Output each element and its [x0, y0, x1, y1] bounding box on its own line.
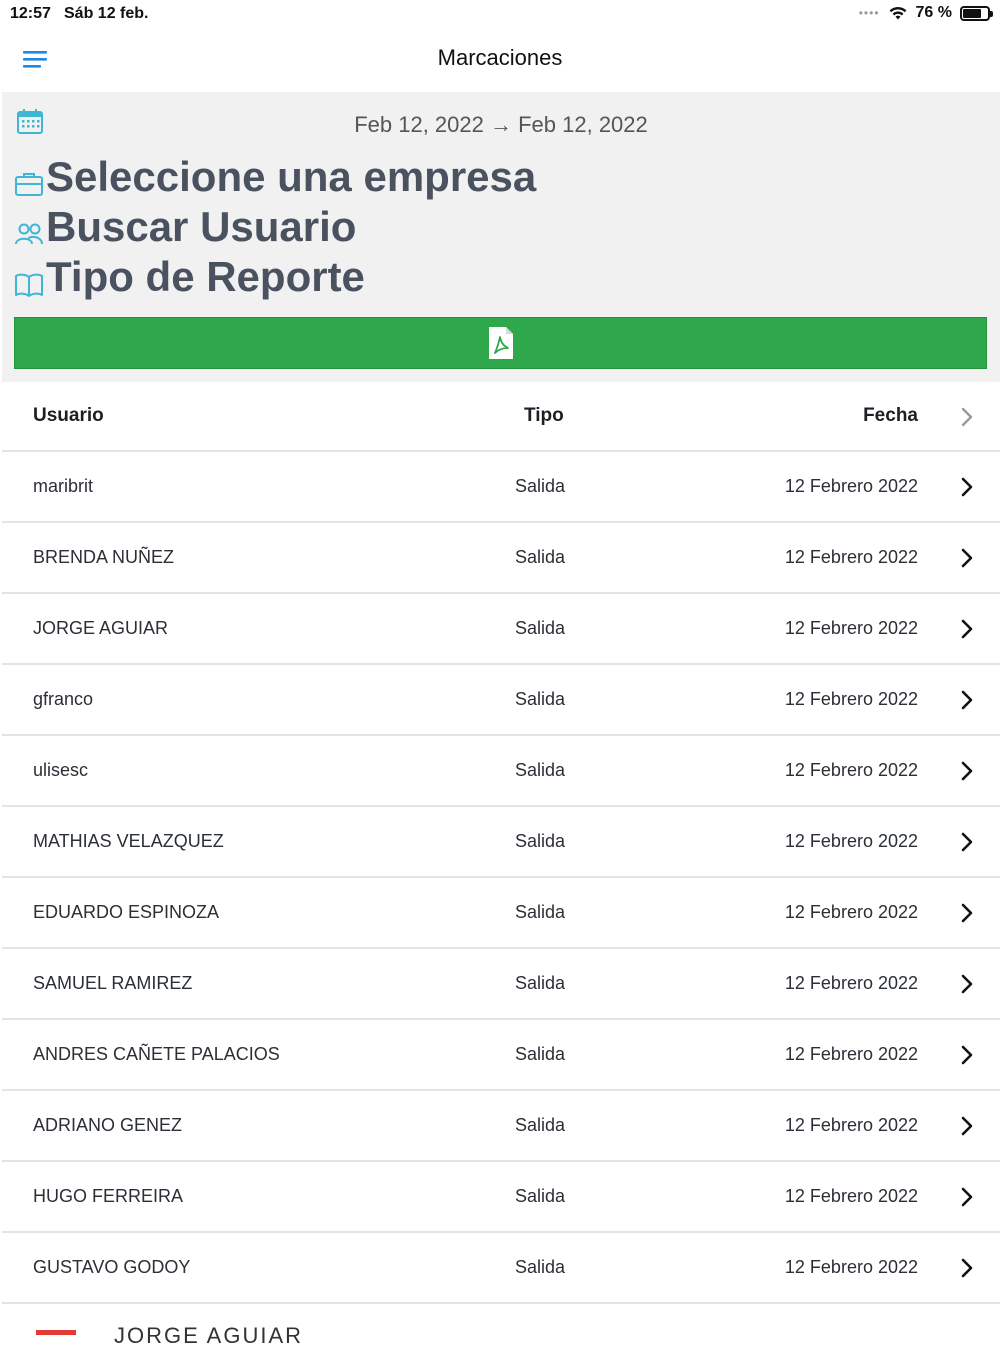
table-row[interactable] [2, 878, 1000, 949]
column-header-tipo: Tipo [524, 405, 564, 426]
user-search-label: Buscar Usuario [46, 203, 357, 250]
table-row[interactable] [2, 452, 1000, 523]
cell-usuario: gfranco [33, 689, 94, 709]
cell-tipo: Salida [515, 547, 566, 567]
chevron-right-icon[interactable] [960, 973, 974, 995]
report-type-label: Tipo de Reporte [46, 253, 365, 300]
report-type-selector[interactable] [14, 252, 365, 302]
wifi-icon [888, 5, 908, 21]
cell-usuario: HUGO FERREIRA [33, 1186, 184, 1206]
cell-usuario: ADRIANO GENEZ [33, 1115, 183, 1135]
table-row[interactable] [2, 1162, 1000, 1233]
chevron-right-icon[interactable] [960, 476, 974, 498]
navigation-bar [0, 28, 1000, 90]
cell-tipo: Salida [515, 760, 566, 780]
cell-fecha: 12 Febrero 2022 [784, 831, 918, 851]
cell-tipo: Salida [515, 902, 566, 922]
cell-usuario: ANDRES CAÑETE PALACIOS [33, 1044, 280, 1064]
chevron-right-icon[interactable] [960, 1186, 974, 1208]
cellular-signal-icon: •••• [858, 6, 880, 20]
table-row[interactable] [2, 594, 1000, 665]
chevron-right-icon[interactable] [960, 1115, 974, 1137]
table-row[interactable] [2, 949, 1000, 1020]
column-header-usuario: Usuario [33, 405, 104, 426]
cell-usuario: ulisesc [33, 760, 89, 780]
table-row[interactable] [2, 736, 1000, 807]
table-row[interactable] [2, 807, 1000, 878]
cell-fecha: 12 Febrero 2022 [784, 1044, 918, 1064]
cell-fecha: 12 Febrero 2022 [784, 689, 918, 709]
table-row[interactable] [2, 523, 1000, 594]
column-header-fecha: Fecha [863, 405, 918, 426]
cell-usuario: GUSTAVO GODOY [33, 1257, 191, 1277]
cell-fecha: 12 Febrero 2022 [784, 902, 918, 922]
chevron-right-icon[interactable] [960, 689, 974, 711]
status-date: Sáb 12 feb. [64, 5, 149, 22]
cell-tipo: Salida [515, 1044, 566, 1064]
company-selector-label: Seleccione una empresa [46, 153, 537, 200]
book-icon [14, 269, 44, 299]
partial-row-usuario: JORGE AGUIAR [114, 1323, 304, 1348]
cell-fecha: 12 Febrero 2022 [784, 547, 918, 567]
cell-tipo: Salida [515, 476, 566, 496]
cell-fecha: 12 Febrero 2022 [784, 1115, 918, 1135]
cell-fecha: 12 Febrero 2022 [784, 973, 918, 993]
pdf-icon [487, 326, 515, 360]
date-range-label[interactable]: Feb 12, 2022 → Feb 12, 2022 [354, 112, 648, 137]
cell-fecha: 12 Febrero 2022 [784, 760, 918, 780]
chevron-right-icon[interactable] [960, 1257, 974, 1279]
cell-usuario: EDUARDO ESPINOZA [33, 902, 220, 922]
cell-tipo: Salida [515, 1115, 566, 1135]
user-search[interactable] [14, 202, 356, 252]
cell-usuario: BRENDA NUÑEZ [33, 547, 175, 567]
chevron-right-icon[interactable] [960, 618, 974, 640]
partial-row-marker [36, 1330, 76, 1335]
date-range-picker[interactable] [2, 106, 1000, 142]
cell-tipo: Salida [515, 1257, 566, 1277]
cell-tipo: Salida [515, 831, 566, 851]
battery-percentage: 76 % [915, 4, 952, 21]
filter-panel [2, 92, 1000, 382]
cell-fecha: 12 Febrero 2022 [784, 618, 918, 638]
chevron-right-icon[interactable] [960, 902, 974, 924]
cell-fecha: 12 Febrero 2022 [784, 1186, 918, 1206]
chevron-right-icon[interactable] [960, 1044, 974, 1066]
table-row[interactable] [2, 1091, 1000, 1162]
briefcase-icon [14, 169, 44, 199]
cell-tipo: Salida [515, 1186, 566, 1206]
marcaciones-table [2, 382, 1000, 1304]
status-time: 12:57 [10, 5, 51, 22]
status-bar [0, 0, 1000, 28]
cell-usuario: MATHIAS VELAZQUEZ [33, 831, 224, 851]
battery-icon [960, 6, 990, 21]
cell-tipo: Salida [515, 618, 566, 638]
table-row-partial[interactable] [2, 1310, 1000, 1348]
chevron-right-icon[interactable] [960, 831, 974, 853]
company-selector[interactable] [14, 152, 536, 202]
page-title: Marcaciones [437, 45, 563, 70]
users-icon [14, 219, 44, 249]
status-indicators [859, 4, 990, 22]
battery-level [963, 9, 981, 18]
export-pdf-button[interactable] [14, 317, 987, 369]
table-row[interactable] [2, 1020, 1000, 1091]
cell-tipo: Salida [515, 689, 566, 709]
chevron-right-icon [960, 406, 974, 428]
table-row[interactable] [2, 1233, 1000, 1304]
cell-fecha: 12 Febrero 2022 [784, 476, 918, 496]
table-header [2, 382, 1000, 452]
cell-fecha: 12 Febrero 2022 [784, 1257, 918, 1277]
chevron-right-icon[interactable] [960, 760, 974, 782]
cell-usuario: SAMUEL RAMIREZ [33, 973, 193, 993]
chevron-right-icon[interactable] [960, 547, 974, 569]
cell-usuario: JORGE AGUIAR [33, 618, 169, 638]
table-row[interactable] [2, 665, 1000, 736]
cell-tipo: Salida [515, 973, 566, 993]
cell-usuario: maribrit [33, 476, 94, 496]
